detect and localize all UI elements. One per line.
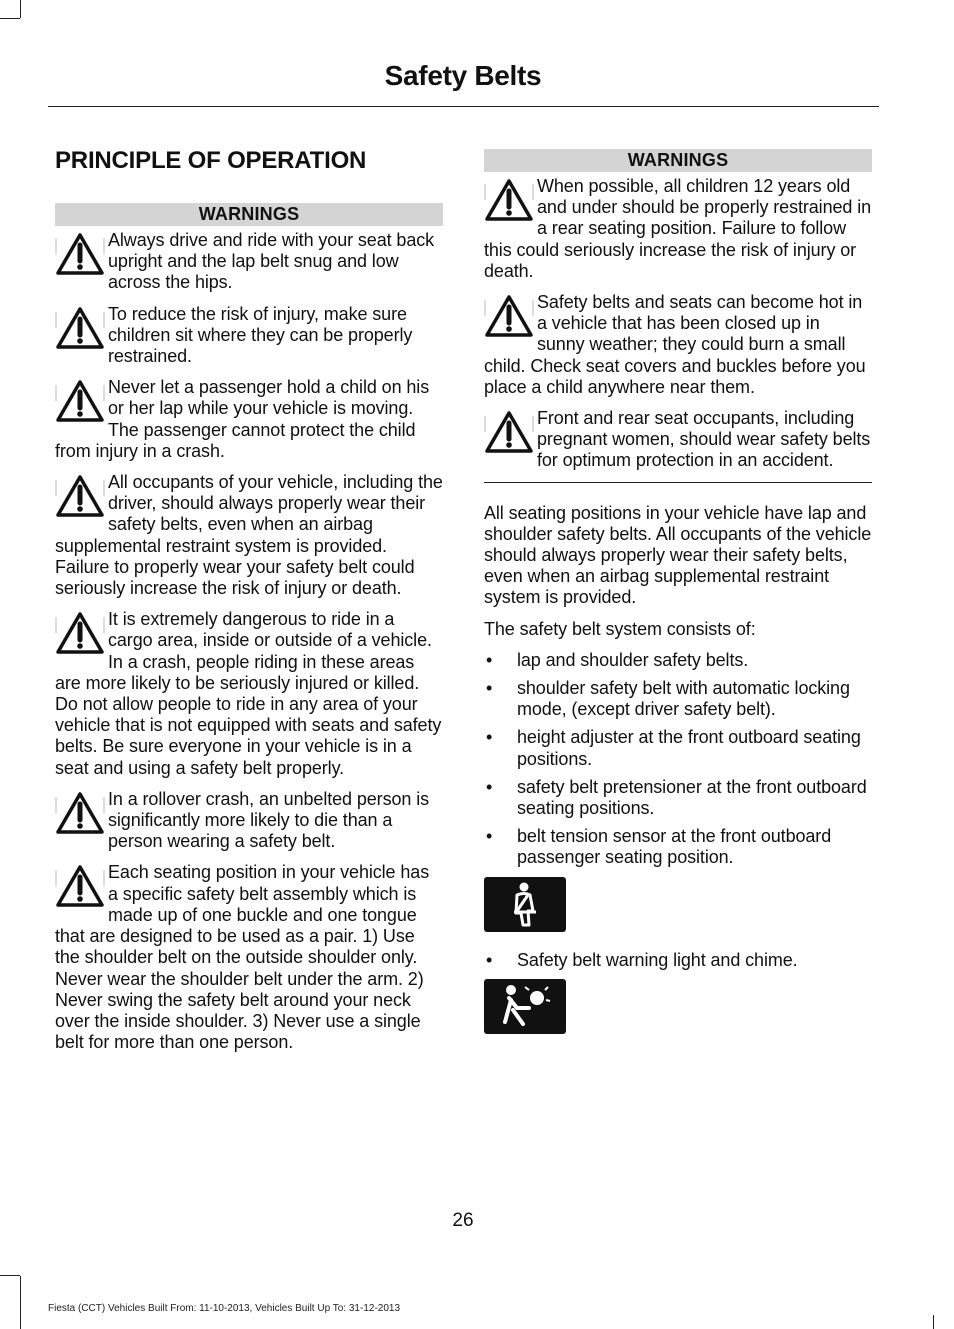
crop-mark — [0, 1275, 20, 1276]
warning-triangle-icon — [55, 474, 105, 518]
warning-triangle-icon — [55, 232, 105, 276]
warning-item — [484, 176, 872, 282]
airbag-icon — [499, 984, 551, 1028]
list-item-text: Safety belt warning light and chime. — [517, 949, 798, 970]
warning-triangle-icon — [55, 379, 105, 423]
components-list — [484, 650, 872, 869]
warning-text: Front and rear seat occupants, including pregnant women, should wear safety belts for optimum protection in an accident. — [537, 408, 871, 471]
page-title: Safety Belts — [384, 60, 542, 91]
warnings-header: WARNINGS — [484, 149, 872, 172]
footer-vehicle-info: Fiesta (CCT) Vehicles Built From: 11-10-2013, Vehicles Built Up To: 31-12-2013 — [48, 1303, 401, 1314]
bullet: • — [486, 649, 493, 670]
list-item — [484, 826, 872, 868]
list-item — [484, 777, 872, 819]
airbag-warning-symbol — [484, 979, 566, 1034]
warning-text: Each seating position in your vehicle has a specific safety belt assembly which is made up of one buckle and one tongue that are designed to be used as a pair. 1) Use the shoulder belt on the outside shoulder only. Never wear the shoulder belt under the arm. 2) Never swing the safety belt around your neck over the inside shoulder. 3) Never use a single belt for more than one person. — [55, 862, 430, 1053]
list-item — [484, 678, 872, 720]
warning-triangle-icon — [484, 410, 534, 454]
bullet: • — [486, 949, 493, 970]
list-item — [484, 727, 872, 769]
warning-triangle-icon — [55, 306, 105, 350]
list-item-text: height adjuster at the front outboard seating positions. — [517, 727, 861, 769]
crop-mark — [20, 0, 21, 18]
warning-text: When possible, all children 12 years old and under should be properly restrained in a rear seating position. Failure to follow this could seriously increase the risk of injury or death. — [484, 176, 872, 281]
bullet: • — [486, 678, 493, 699]
warning-item — [55, 377, 443, 462]
warning-triangle-icon — [55, 611, 105, 655]
crop-mark — [0, 18, 20, 19]
right-column — [484, 145, 872, 1052]
intro-paragraph: All seating positions in your vehicle have lap and shoulder safety belts. All occupants of the vehicle should always properly wear their safety belts, even when an airbag supplemental restraint system is provided. — [484, 502, 872, 608]
crop-mark — [933, 1315, 934, 1329]
title-divider — [48, 106, 879, 107]
bullet: • — [486, 727, 493, 748]
list-item — [484, 950, 872, 971]
warning-item — [55, 609, 443, 779]
warnings-header: WARNINGS — [55, 203, 443, 226]
section-heading: PRINCIPLE OF OPERATION — [55, 147, 367, 174]
seatbelt-icon — [502, 881, 548, 927]
warning-item — [55, 862, 443, 1053]
warning-text: Safety belts and seats can become hot in a vehicle that has been closed up in sunny weather; they could burn a small child. Check seat covers and buckles before you place a child anywhere near them. — [484, 292, 866, 397]
warning-item — [55, 230, 443, 294]
warning-triangle-icon — [55, 791, 105, 835]
list-item-text: belt tension sensor at the front outboard passenger seating position. — [517, 826, 832, 868]
warning-item — [55, 304, 443, 368]
left-column — [55, 145, 443, 1063]
list-item-text: shoulder safety belt with automatic locking mode, (except driver safety belt). — [517, 678, 850, 720]
warning-item — [55, 789, 443, 853]
bullet: • — [486, 826, 493, 847]
warning-item — [55, 472, 443, 599]
warnings-end-divider — [484, 482, 872, 483]
warning-text: Never let a passenger hold a child on his or her lap while your vehicle is moving. The passenger cannot protect the child from injury in a crash. — [55, 377, 430, 461]
page-number: 26 — [452, 1210, 474, 1231]
warning-triangle-icon — [55, 864, 105, 908]
crop-mark — [20, 1276, 21, 1329]
warning-text: It is extremely dangerous to ride in a cargo area, inside or outside of a vehicle. In a crash, people riding in these areas are more likely to be seriously injured or killed. Do not allow people to ride in any area of your vehicle that is not equipped with seats and safety belts. Be sure everyone in your vehicle is in a seat and using a safety belt properly. — [55, 609, 442, 778]
warning-text: Always drive and ride with your seat back upright and the lap belt snug and low across the hips. — [108, 230, 435, 293]
warning-triangle-icon — [484, 178, 534, 222]
warning-light-list — [484, 950, 872, 971]
list-item-text: safety belt pretensioner at the front outboard seating positions. — [517, 776, 867, 819]
bullet: • — [486, 776, 493, 797]
warning-item — [484, 408, 872, 472]
warning-text: In a rollover crash, an unbelted person is significantly more likely to die than a person wearing a safety belt. — [108, 788, 429, 852]
system-intro: The safety belt system consists of: — [484, 618, 756, 639]
warning-item — [484, 292, 872, 398]
warning-triangle-icon — [484, 294, 534, 338]
warning-text: To reduce the risk of injury, make sure children sit where they can be properly restrained. — [108, 303, 413, 367]
seatbelt-warning-symbol — [484, 877, 566, 932]
warning-text: All occupants of your vehicle, including the driver, should always properly wear their safety belts, even when an airbag supplemental restraint system is provided. Failure to properly wear your safety belt could seriously increase the risk of injury or death. — [55, 472, 443, 599]
list-item — [484, 650, 872, 671]
list-item-text: lap and shoulder safety belts. — [517, 649, 749, 670]
